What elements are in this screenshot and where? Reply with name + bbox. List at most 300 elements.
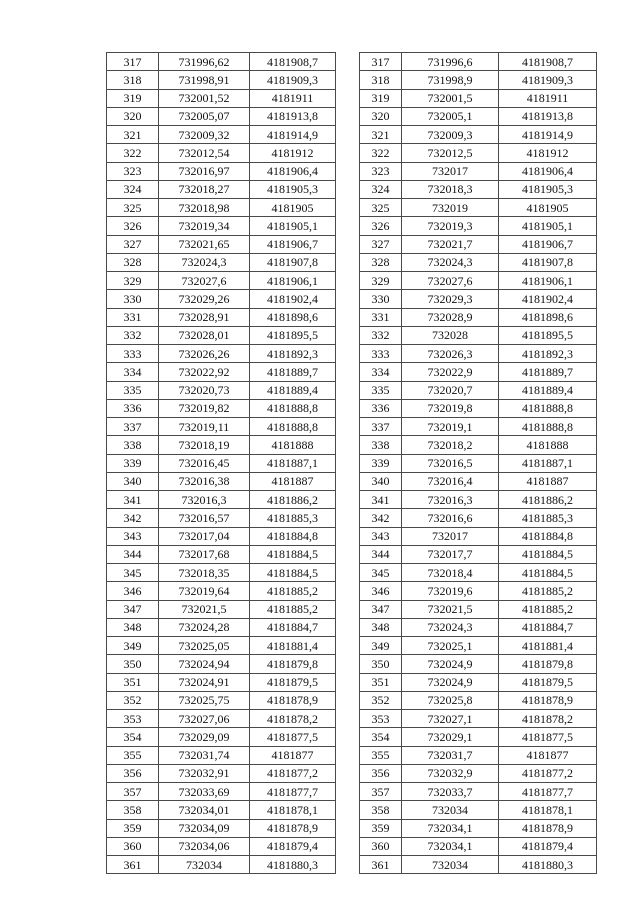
table-row bbox=[107, 582, 336, 600]
table-row bbox=[107, 308, 336, 326]
x-coordinate-cell: 732018,98 bbox=[159, 199, 250, 217]
y-coordinate-cell: 4181888,8 bbox=[499, 399, 597, 417]
y-coordinate-cell: 4181909,3 bbox=[499, 71, 597, 89]
x-coordinate-cell: 732016,97 bbox=[159, 162, 250, 180]
x-coordinate-cell: 732034 bbox=[159, 856, 250, 874]
table-row bbox=[360, 472, 597, 490]
table-row bbox=[107, 673, 336, 691]
y-coordinate-cell: 4181877 bbox=[499, 746, 597, 764]
y-coordinate-cell: 4181889,4 bbox=[499, 381, 597, 399]
point-number-cell: 339 bbox=[107, 454, 159, 472]
point-number-cell: 321 bbox=[360, 126, 402, 144]
y-coordinate-cell: 4181914,9 bbox=[250, 126, 336, 144]
y-coordinate-cell: 4181889,7 bbox=[250, 363, 336, 381]
point-number-cell: 326 bbox=[107, 217, 159, 235]
point-number-cell: 354 bbox=[107, 728, 159, 746]
x-coordinate-cell: 732025,1 bbox=[402, 637, 499, 655]
y-coordinate-cell: 4181879,8 bbox=[250, 655, 336, 673]
y-coordinate-cell: 4181885,2 bbox=[250, 600, 336, 618]
x-coordinate-cell: 732016,45 bbox=[159, 454, 250, 472]
y-coordinate-cell: 4181889,7 bbox=[499, 363, 597, 381]
x-coordinate-cell: 732029,1 bbox=[402, 728, 499, 746]
table-row bbox=[107, 801, 336, 819]
table-row bbox=[360, 399, 597, 417]
point-number-cell: 355 bbox=[107, 746, 159, 764]
point-number-cell: 349 bbox=[107, 637, 159, 655]
y-coordinate-cell: 4181912 bbox=[499, 144, 597, 162]
point-number-cell: 317 bbox=[107, 53, 159, 71]
x-coordinate-cell: 732021,5 bbox=[402, 600, 499, 618]
point-number-cell: 319 bbox=[107, 89, 159, 107]
point-number-cell: 321 bbox=[107, 126, 159, 144]
point-number-cell: 322 bbox=[107, 144, 159, 162]
point-number-cell: 324 bbox=[360, 180, 402, 198]
x-coordinate-cell: 732001,5 bbox=[402, 89, 499, 107]
table-row bbox=[107, 655, 336, 673]
y-coordinate-cell: 4181879,5 bbox=[250, 673, 336, 691]
point-number-cell: 345 bbox=[107, 564, 159, 582]
point-number-cell: 340 bbox=[360, 472, 402, 490]
table-row bbox=[360, 199, 597, 217]
x-coordinate-cell: 732019,34 bbox=[159, 217, 250, 235]
table-row bbox=[107, 89, 336, 107]
point-number-cell: 337 bbox=[360, 418, 402, 436]
y-coordinate-cell: 4181888 bbox=[499, 436, 597, 454]
table-row bbox=[360, 600, 597, 618]
x-coordinate-cell: 732012,54 bbox=[159, 144, 250, 162]
y-coordinate-cell: 4181881,4 bbox=[250, 637, 336, 655]
x-coordinate-cell: 732016,3 bbox=[402, 491, 499, 509]
point-number-cell: 353 bbox=[107, 710, 159, 728]
y-coordinate-cell: 4181905 bbox=[499, 199, 597, 217]
y-coordinate-cell: 4181878,2 bbox=[250, 710, 336, 728]
table-row bbox=[107, 545, 336, 563]
table-row bbox=[107, 326, 336, 344]
x-coordinate-cell: 732024,94 bbox=[159, 655, 250, 673]
point-number-cell: 332 bbox=[360, 326, 402, 344]
point-number-cell: 349 bbox=[360, 637, 402, 655]
table-row bbox=[107, 454, 336, 472]
point-number-cell: 318 bbox=[107, 71, 159, 89]
table-row bbox=[107, 53, 336, 71]
point-number-cell: 330 bbox=[107, 290, 159, 308]
x-coordinate-cell: 732024,3 bbox=[402, 253, 499, 271]
y-coordinate-cell: 4181877,7 bbox=[499, 783, 597, 801]
x-coordinate-cell: 732018,35 bbox=[159, 564, 250, 582]
point-number-cell: 352 bbox=[360, 691, 402, 709]
table-row bbox=[107, 564, 336, 582]
point-number-cell: 351 bbox=[360, 673, 402, 691]
x-coordinate-cell: 732031,74 bbox=[159, 746, 250, 764]
x-coordinate-cell: 732009,3 bbox=[402, 126, 499, 144]
table-row bbox=[360, 527, 597, 545]
point-number-cell: 347 bbox=[107, 600, 159, 618]
point-number-cell: 347 bbox=[360, 600, 402, 618]
table-row bbox=[107, 199, 336, 217]
y-coordinate-cell: 4181878,2 bbox=[499, 710, 597, 728]
point-number-cell: 329 bbox=[360, 272, 402, 290]
y-coordinate-cell: 4181878,1 bbox=[250, 801, 336, 819]
table-row bbox=[360, 491, 597, 509]
y-coordinate-cell: 4181912 bbox=[250, 144, 336, 162]
y-coordinate-cell: 4181878,1 bbox=[499, 801, 597, 819]
table-row bbox=[107, 436, 336, 454]
y-coordinate-cell: 4181914,9 bbox=[499, 126, 597, 144]
x-coordinate-cell: 732034 bbox=[402, 801, 499, 819]
x-coordinate-cell: 732024,3 bbox=[159, 253, 250, 271]
point-number-cell: 341 bbox=[360, 491, 402, 509]
table-row bbox=[360, 272, 597, 290]
table-row bbox=[360, 856, 597, 874]
x-coordinate-cell: 732019,3 bbox=[402, 217, 499, 235]
y-coordinate-cell: 4181902,4 bbox=[250, 290, 336, 308]
table-row bbox=[360, 819, 597, 837]
table-row bbox=[360, 564, 597, 582]
y-coordinate-cell: 4181895,5 bbox=[499, 326, 597, 344]
table-row bbox=[360, 53, 597, 71]
x-coordinate-cell: 732018,3 bbox=[402, 180, 499, 198]
point-number-cell: 320 bbox=[360, 107, 402, 125]
y-coordinate-cell: 4181905,1 bbox=[250, 217, 336, 235]
y-coordinate-cell: 4181885,2 bbox=[250, 582, 336, 600]
x-coordinate-cell: 732034,1 bbox=[402, 837, 499, 855]
y-coordinate-cell: 4181878,9 bbox=[499, 691, 597, 709]
point-number-cell: 333 bbox=[360, 345, 402, 363]
x-coordinate-cell: 732016,4 bbox=[402, 472, 499, 490]
x-coordinate-cell: 732016,5 bbox=[402, 454, 499, 472]
point-number-cell: 342 bbox=[360, 509, 402, 527]
x-coordinate-cell: 732021,5 bbox=[159, 600, 250, 618]
table-row bbox=[360, 290, 597, 308]
point-number-cell: 358 bbox=[107, 801, 159, 819]
y-coordinate-cell: 4181887,1 bbox=[499, 454, 597, 472]
table-row bbox=[360, 655, 597, 673]
table-row bbox=[360, 582, 597, 600]
y-coordinate-cell: 4181911 bbox=[250, 89, 336, 107]
y-coordinate-cell: 4181877,5 bbox=[250, 728, 336, 746]
table-row bbox=[360, 509, 597, 527]
point-number-cell: 318 bbox=[360, 71, 402, 89]
table-row bbox=[107, 600, 336, 618]
x-coordinate-cell: 732027,6 bbox=[159, 272, 250, 290]
x-coordinate-cell: 732025,8 bbox=[402, 691, 499, 709]
table-row bbox=[360, 691, 597, 709]
point-number-cell: 327 bbox=[107, 235, 159, 253]
table-row bbox=[360, 418, 597, 436]
table-row bbox=[360, 308, 597, 326]
x-coordinate-cell: 732019,11 bbox=[159, 418, 250, 436]
table-row bbox=[107, 837, 336, 855]
table-row bbox=[107, 856, 336, 874]
point-number-cell: 345 bbox=[360, 564, 402, 582]
x-coordinate-cell: 732019,64 bbox=[159, 582, 250, 600]
table-row bbox=[107, 180, 336, 198]
table-row bbox=[107, 418, 336, 436]
y-coordinate-cell: 4181892,3 bbox=[499, 345, 597, 363]
point-number-cell: 357 bbox=[107, 783, 159, 801]
y-coordinate-cell: 4181902,4 bbox=[499, 290, 597, 308]
x-coordinate-cell: 732021,7 bbox=[402, 235, 499, 253]
point-number-cell: 342 bbox=[107, 509, 159, 527]
y-coordinate-cell: 4181888,8 bbox=[499, 418, 597, 436]
table-row bbox=[360, 162, 597, 180]
x-coordinate-cell: 732024,9 bbox=[402, 655, 499, 673]
x-coordinate-cell: 732016,38 bbox=[159, 472, 250, 490]
y-coordinate-cell: 4181878,9 bbox=[499, 819, 597, 837]
point-number-cell: 333 bbox=[107, 345, 159, 363]
x-coordinate-cell: 732019,1 bbox=[402, 418, 499, 436]
y-coordinate-cell: 4181887 bbox=[250, 472, 336, 490]
point-number-cell: 319 bbox=[360, 89, 402, 107]
point-number-cell: 339 bbox=[360, 454, 402, 472]
point-number-cell: 337 bbox=[107, 418, 159, 436]
x-coordinate-cell: 732022,9 bbox=[402, 363, 499, 381]
y-coordinate-cell: 4181879,8 bbox=[499, 655, 597, 673]
x-coordinate-cell: 732034,06 bbox=[159, 837, 250, 855]
point-number-cell: 360 bbox=[360, 837, 402, 855]
table-row bbox=[360, 217, 597, 235]
y-coordinate-cell: 4181878,9 bbox=[250, 691, 336, 709]
point-number-cell: 328 bbox=[360, 253, 402, 271]
y-coordinate-cell: 4181885,2 bbox=[499, 600, 597, 618]
table-row bbox=[107, 764, 336, 782]
point-number-cell: 350 bbox=[360, 655, 402, 673]
table-row bbox=[107, 162, 336, 180]
y-coordinate-cell: 4181879,4 bbox=[499, 837, 597, 855]
y-coordinate-cell: 4181911 bbox=[499, 89, 597, 107]
x-coordinate-cell: 732022,92 bbox=[159, 363, 250, 381]
table-row bbox=[107, 691, 336, 709]
y-coordinate-cell: 4181879,4 bbox=[250, 837, 336, 855]
x-coordinate-cell: 732034,01 bbox=[159, 801, 250, 819]
y-coordinate-cell: 4181906,7 bbox=[250, 235, 336, 253]
table-row bbox=[107, 381, 336, 399]
y-coordinate-cell: 4181905 bbox=[250, 199, 336, 217]
table-row bbox=[107, 144, 336, 162]
y-coordinate-cell: 4181907,8 bbox=[499, 253, 597, 271]
y-coordinate-cell: 4181889,4 bbox=[250, 381, 336, 399]
point-number-cell: 359 bbox=[107, 819, 159, 837]
point-number-cell: 343 bbox=[107, 527, 159, 545]
y-coordinate-cell: 4181879,5 bbox=[499, 673, 597, 691]
table-row bbox=[107, 290, 336, 308]
table-row bbox=[107, 126, 336, 144]
x-coordinate-cell: 732017,04 bbox=[159, 527, 250, 545]
x-coordinate-cell: 732034,1 bbox=[402, 819, 499, 837]
table-row bbox=[360, 180, 597, 198]
x-coordinate-cell: 732024,3 bbox=[402, 618, 499, 636]
y-coordinate-cell: 4181877 bbox=[250, 746, 336, 764]
table-row bbox=[107, 217, 336, 235]
point-number-cell: 355 bbox=[360, 746, 402, 764]
table-row bbox=[107, 710, 336, 728]
x-coordinate-cell: 732005,07 bbox=[159, 107, 250, 125]
x-coordinate-cell: 732019,82 bbox=[159, 399, 250, 417]
x-coordinate-cell: 732033,7 bbox=[402, 783, 499, 801]
x-coordinate-cell: 732034 bbox=[402, 856, 499, 874]
x-coordinate-cell: 732018,4 bbox=[402, 564, 499, 582]
x-coordinate-cell: 732016,3 bbox=[159, 491, 250, 509]
point-number-cell: 327 bbox=[360, 235, 402, 253]
y-coordinate-cell: 4181880,3 bbox=[250, 856, 336, 874]
point-number-cell: 354 bbox=[360, 728, 402, 746]
x-coordinate-cell: 732018,27 bbox=[159, 180, 250, 198]
point-number-cell: 332 bbox=[107, 326, 159, 344]
point-number-cell: 357 bbox=[360, 783, 402, 801]
y-coordinate-cell: 4181884,7 bbox=[250, 618, 336, 636]
table-row bbox=[360, 89, 597, 107]
point-number-cell: 323 bbox=[360, 162, 402, 180]
y-coordinate-cell: 4181898,6 bbox=[499, 308, 597, 326]
x-coordinate-cell: 731998,9 bbox=[402, 71, 499, 89]
x-coordinate-cell: 731996,62 bbox=[159, 53, 250, 71]
point-number-cell: 361 bbox=[360, 856, 402, 874]
table-row bbox=[107, 345, 336, 363]
x-coordinate-cell: 732017 bbox=[402, 527, 499, 545]
point-number-cell: 326 bbox=[360, 217, 402, 235]
point-number-cell: 351 bbox=[107, 673, 159, 691]
point-number-cell: 344 bbox=[360, 545, 402, 563]
y-coordinate-cell: 4181877,2 bbox=[499, 764, 597, 782]
y-coordinate-cell: 4181906,4 bbox=[499, 162, 597, 180]
table-row bbox=[360, 144, 597, 162]
y-coordinate-cell: 4181895,5 bbox=[250, 326, 336, 344]
point-number-cell: 343 bbox=[360, 527, 402, 545]
x-coordinate-cell: 732028 bbox=[402, 326, 499, 344]
table-row bbox=[107, 491, 336, 509]
point-number-cell: 361 bbox=[107, 856, 159, 874]
point-number-cell: 325 bbox=[360, 199, 402, 217]
y-coordinate-cell: 4181908,7 bbox=[499, 53, 597, 71]
x-coordinate-cell: 732018,19 bbox=[159, 436, 250, 454]
x-coordinate-cell: 731998,91 bbox=[159, 71, 250, 89]
x-coordinate-cell: 732026,3 bbox=[402, 345, 499, 363]
table-row bbox=[107, 783, 336, 801]
x-coordinate-cell: 732025,75 bbox=[159, 691, 250, 709]
table-row bbox=[107, 746, 336, 764]
x-coordinate-cell: 732026,26 bbox=[159, 345, 250, 363]
point-number-cell: 358 bbox=[360, 801, 402, 819]
y-coordinate-cell: 4181877,2 bbox=[250, 764, 336, 782]
point-number-cell: 336 bbox=[107, 399, 159, 417]
point-number-cell: 359 bbox=[360, 819, 402, 837]
point-number-cell: 338 bbox=[107, 436, 159, 454]
table-row bbox=[360, 764, 597, 782]
point-number-cell: 328 bbox=[107, 253, 159, 271]
table-row bbox=[360, 837, 597, 855]
table-row bbox=[107, 107, 336, 125]
table-row bbox=[360, 107, 597, 125]
y-coordinate-cell: 4181884,5 bbox=[250, 564, 336, 582]
point-number-cell: 348 bbox=[107, 618, 159, 636]
x-coordinate-cell: 732028,91 bbox=[159, 308, 250, 326]
y-coordinate-cell: 4181909,3 bbox=[250, 71, 336, 89]
table-row bbox=[360, 436, 597, 454]
x-coordinate-cell: 732019,8 bbox=[402, 399, 499, 417]
table-row bbox=[107, 272, 336, 290]
x-coordinate-cell: 732009,32 bbox=[159, 126, 250, 144]
point-number-cell: 331 bbox=[107, 308, 159, 326]
table-row bbox=[107, 618, 336, 636]
point-number-cell: 335 bbox=[107, 381, 159, 399]
table-row bbox=[107, 637, 336, 655]
table-row bbox=[360, 545, 597, 563]
table-row bbox=[360, 710, 597, 728]
x-coordinate-cell: 732032,91 bbox=[159, 764, 250, 782]
point-number-cell: 341 bbox=[107, 491, 159, 509]
point-number-cell: 350 bbox=[107, 655, 159, 673]
x-coordinate-cell: 732016,57 bbox=[159, 509, 250, 527]
x-coordinate-cell: 732019 bbox=[402, 199, 499, 217]
y-coordinate-cell: 4181892,3 bbox=[250, 345, 336, 363]
coordinates-table-left bbox=[106, 52, 336, 874]
x-coordinate-cell: 732017,7 bbox=[402, 545, 499, 563]
y-coordinate-cell: 4181888 bbox=[250, 436, 336, 454]
y-coordinate-cell: 4181884,7 bbox=[499, 618, 597, 636]
table-row bbox=[107, 253, 336, 271]
y-coordinate-cell: 4181884,8 bbox=[250, 527, 336, 545]
x-coordinate-cell: 732028,9 bbox=[402, 308, 499, 326]
point-number-cell: 338 bbox=[360, 436, 402, 454]
x-coordinate-cell: 732024,91 bbox=[159, 673, 250, 691]
point-number-cell: 320 bbox=[107, 107, 159, 125]
table-row bbox=[107, 235, 336, 253]
y-coordinate-cell: 4181913,8 bbox=[250, 107, 336, 125]
point-number-cell: 336 bbox=[360, 399, 402, 417]
y-coordinate-cell: 4181886,2 bbox=[499, 491, 597, 509]
table-row bbox=[107, 527, 336, 545]
point-number-cell: 317 bbox=[360, 53, 402, 71]
y-coordinate-cell: 4181884,5 bbox=[499, 564, 597, 582]
y-coordinate-cell: 4181908,7 bbox=[250, 53, 336, 71]
y-coordinate-cell: 4181884,5 bbox=[250, 545, 336, 563]
point-number-cell: 346 bbox=[360, 582, 402, 600]
x-coordinate-cell: 732032,9 bbox=[402, 764, 499, 782]
table-row bbox=[360, 126, 597, 144]
table-row bbox=[360, 746, 597, 764]
point-number-cell: 353 bbox=[360, 710, 402, 728]
y-coordinate-cell: 4181881,4 bbox=[499, 637, 597, 655]
x-coordinate-cell: 732016,6 bbox=[402, 509, 499, 527]
table-row bbox=[360, 801, 597, 819]
table-row bbox=[360, 618, 597, 636]
y-coordinate-cell: 4181888,8 bbox=[250, 399, 336, 417]
table-row bbox=[107, 509, 336, 527]
point-number-cell: 356 bbox=[360, 764, 402, 782]
x-coordinate-cell: 732019,6 bbox=[402, 582, 499, 600]
point-number-cell: 356 bbox=[107, 764, 159, 782]
table-row bbox=[360, 783, 597, 801]
x-coordinate-cell: 732025,05 bbox=[159, 637, 250, 655]
point-number-cell: 346 bbox=[107, 582, 159, 600]
x-coordinate-cell: 732024,28 bbox=[159, 618, 250, 636]
x-coordinate-cell: 732020,7 bbox=[402, 381, 499, 399]
table-row bbox=[360, 235, 597, 253]
table-row bbox=[107, 728, 336, 746]
x-coordinate-cell: 732034,09 bbox=[159, 819, 250, 837]
coordinates-table-right bbox=[359, 52, 597, 874]
x-coordinate-cell: 732033,69 bbox=[159, 783, 250, 801]
y-coordinate-cell: 4181885,3 bbox=[250, 509, 336, 527]
point-number-cell: 323 bbox=[107, 162, 159, 180]
table-row bbox=[360, 673, 597, 691]
table-row bbox=[360, 381, 597, 399]
y-coordinate-cell: 4181905,3 bbox=[250, 180, 336, 198]
x-coordinate-cell: 732028,01 bbox=[159, 326, 250, 344]
y-coordinate-cell: 4181884,5 bbox=[499, 545, 597, 563]
point-number-cell: 340 bbox=[107, 472, 159, 490]
y-coordinate-cell: 4181907,8 bbox=[250, 253, 336, 271]
